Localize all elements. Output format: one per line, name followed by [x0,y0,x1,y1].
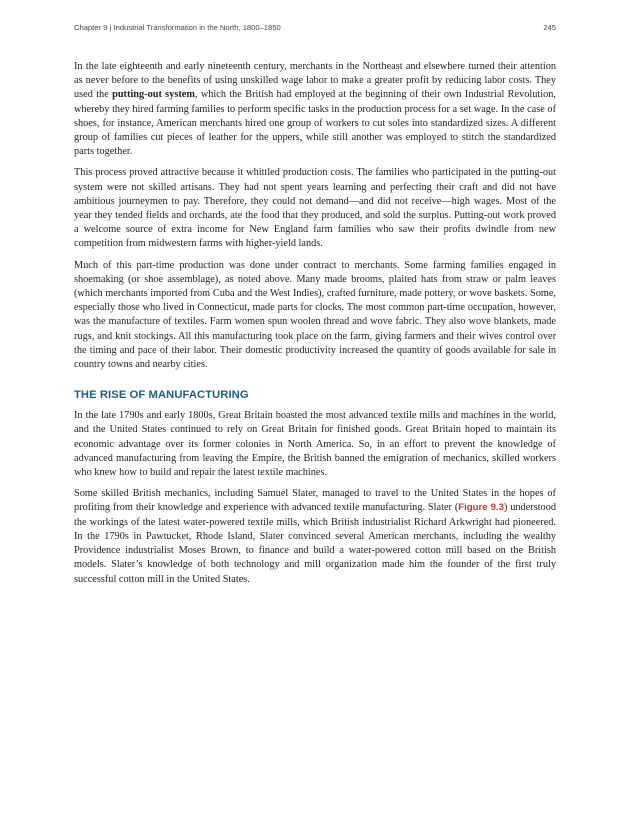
paragraph-text: , which the British had employed at the beginning of their own Industrial Revolution, whereby they hired farming families to perform specific tasks in the production process for a set wage. In the case of shoes, for instance, American merchants hired one group of workers to cut soles into standardized sizes. A different group of families cut pieces of leather for the uppers, while still another was employed to stitch the standardized parts together. [74,89,557,158]
key-term-putting-out-system: putting-out system [112,89,195,101]
paragraph-putting-out [74,60,556,159]
figure-link[interactable]: Figure 9.3 [458,502,504,514]
paragraph-text: ) understood the workings of the latest water-powered textile mills, which British industrialist Richard Arkwright had pioneered. In the 1790s in Pawtucket, Rhode Island, Slater convinced several American merchants, including the wealthy Providence industrialist Moses Brown, to finance and build a water-powered cotton mill based on the British models. Slater’s knowledge of both technology and mill organization made him the founder of the first truly successful cotton mill in the United States. [74,502,556,585]
section-heading: THE RISE OF MANUFACTURING [74,389,249,402]
page-number: 245 [543,23,556,32]
page-content [74,60,556,594]
paragraph-great-britain: In the late 1790s and early 1800s, Great Britain boasted the most advanced textile mills and machines in the world, and the United States continued to rely on Great Britain for finished goods. Great Britain hoped to maintain its economic advantage over its former colonies in North America. So, in an effort to prevent the knowledge of advanced manufacturing from leaving the Empire, the British banned the emigration of mechanics, skilled workers who knew how to build and repair the latest textile machines. [74,410,556,479]
running-header [74,23,556,32]
paragraph-samuel-slater [74,487,556,586]
chapter-title: Chapter 9 | Industrial Transformation in the North, 1800–1850 [74,23,281,32]
paragraph-text: In the late eighteenth and early nineteenth century, merchants in the Northeast and elsewhere turned their attention as never before to the benefits of using unskilled wage labor to make a greater profit by reducing labor costs. They used the [74,61,556,101]
paragraph-production-costs: This process proved attractive because it whittled production costs. The families who participated in the putting-out system were not skilled artisans. They had not spent years learning and perfecting their craft and did not have ambitious journeymen to pay. Therefore, they could not demand—and did not receive—high wages. Most of the year they tended fields and orchards, ate the food that they produced, and sold the surplus. Putting-out work proved a welcome source of extra income for New England farm families who saw their profits dwindle from new competition from midwestern farms with higher-yield lands. [74,167,556,250]
paragraph-part-time-production: Much of this part-time production was done under contract to merchants. Some farming families engaged in shoemaking (or shoe assemblage), as noted above. Many made brooms, plaited hats from straw or palm leaves (which merchants imported from Cuba and the West Indies), crafted furniture, made pottery, or wove baskets. Some, especially those who lived in Connecticut, made parts for clocks. The most common part-time occupation, however, was the manufacture of textiles. Farm women spun woolen thread and wove fabric. They also wove blankets, made rugs, and knit stockings. All this manufacturing took place on the farm, giving farmers and their wives control over the timing and pace of their labor. Their domestic productivity increased the quantity of goods available for sale in country towns and nearby cities. [74,259,556,371]
paragraph-text: Some skilled British mechanics, including Samuel Slater, managed to travel to the United States in the hopes of profiting from their knowledge and experience with advanced textile manufacturing. Slater ( [74,488,556,514]
